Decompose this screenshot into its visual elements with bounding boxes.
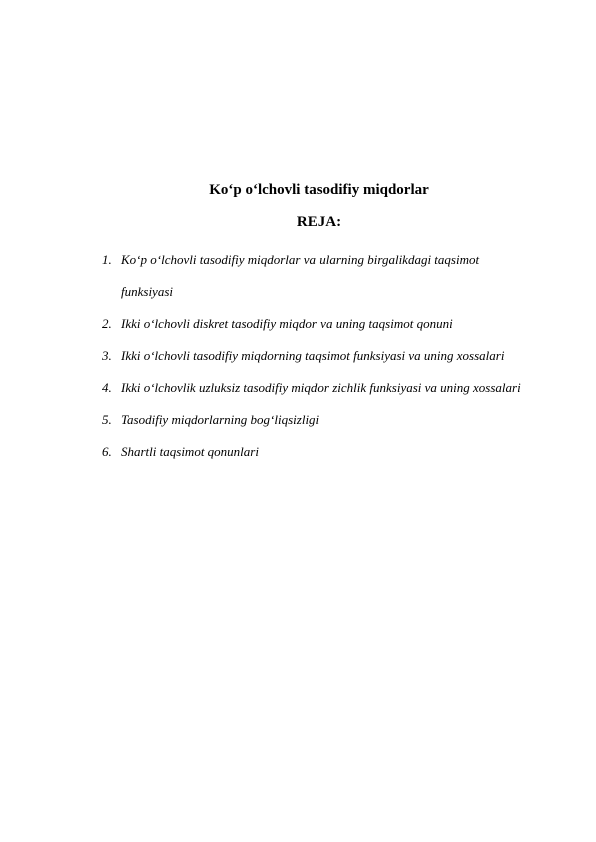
plan-item-text-line: Tasodifiy miqdorlarning bog‘liqsizligi [121,412,320,427]
plan-item-5 [102,404,572,436]
plan-item-4 [102,372,572,404]
plan-item-2 [102,308,572,340]
plan-item-number: 6. [102,444,112,459]
plan-item-text-line: Shartli taqsimot qonunlari [121,444,259,459]
plan-list [102,244,572,468]
plan-heading: REJA: [296,214,342,230]
plan-item-number: 1. [102,252,112,267]
plan-item-6 [102,436,572,468]
plan-item-text-line: funksiyasi [121,284,173,299]
plan-item-number: 4. [102,380,112,395]
plan-item-number: 3. [102,348,112,363]
plan-item-text-line: Ko‘p o‘lchovli tasodifiy miqdorlar va ularning birgalikdagi taqsimot [121,252,480,267]
plan-item-1 [102,244,572,308]
plan-item-3 [102,340,572,372]
plan-item-text-line: Ikki o‘lchovlik uzluksiz tasodifiy miqdor zichlik funksiyasi va uning xossalari [121,380,521,395]
plan-item-number: 2. [102,316,112,331]
plan-item-text-line: Ikki o‘lchovli diskret tasodifiy miqdor va uning taqsimot qonuni [121,316,453,331]
document-title: Ko‘p o‘lchovli tasodifiy miqdorlar [209,182,429,198]
plan-item-text-line: Ikki o‘lchovli tasodifiy miqdorning taqsimot funksiyasi va uning xossalari [121,348,505,363]
plan-item-number: 5. [102,412,112,427]
